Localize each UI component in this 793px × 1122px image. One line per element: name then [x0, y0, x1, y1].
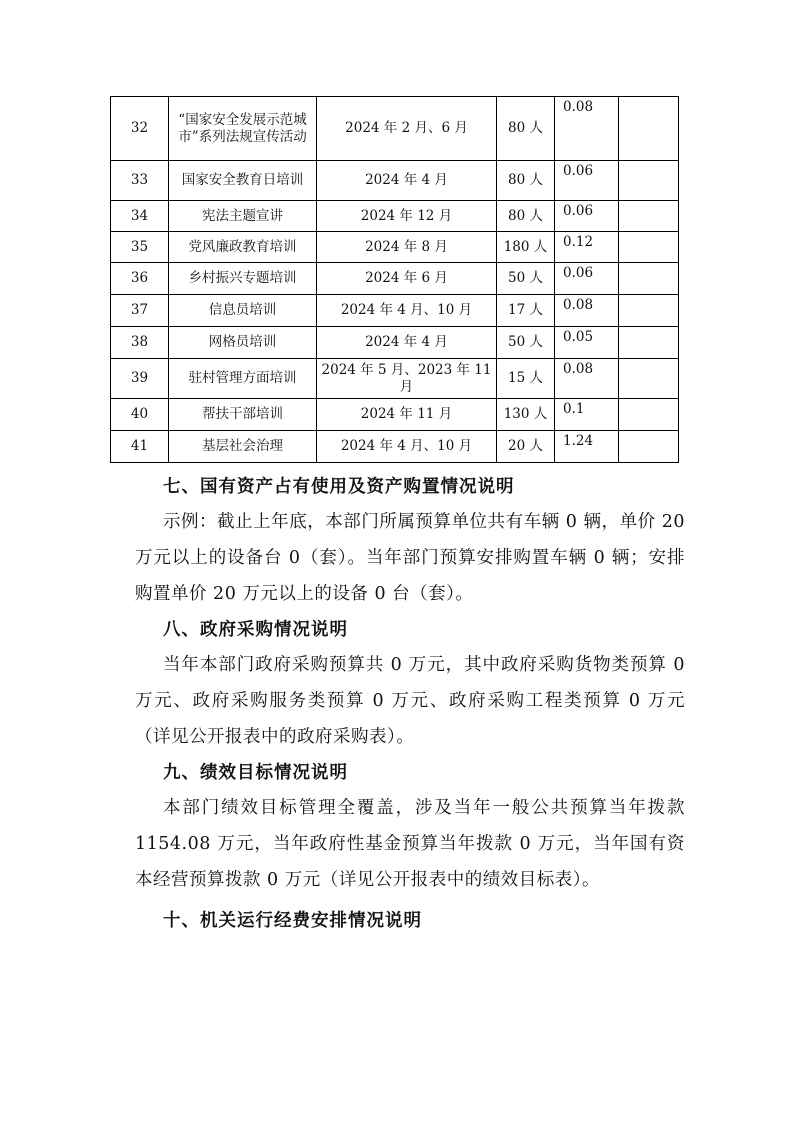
table-row	[111, 359, 679, 399]
cell-amount: 0.08	[555, 97, 619, 161]
cell-name: 党风廉政教育培训	[169, 232, 317, 263]
section-9-heading: 九、绩效目标情况说明	[163, 763, 348, 783]
cell-amount: 0.08	[555, 359, 619, 399]
cell-note	[619, 161, 679, 201]
cell-name: 网格员培训	[169, 327, 317, 359]
section-8-paragraph: 当年本部门政府采购预算共 0 万元，其中政府采购货物类预算 0 万元、政府采购服务类预算 0 万元、政府采购工程类预算 0 万元（详见公开报表中的政府采购表）。	[135, 655, 685, 747]
section-7-heading: 七、国有资产占有使用及资产购置情况说明	[163, 477, 515, 497]
cell-no: 34	[111, 201, 169, 232]
cell-name: 国家安全教育日培训	[169, 161, 317, 201]
cell-note	[619, 431, 679, 463]
cell-no: 35	[111, 232, 169, 263]
cell-people: 180 人	[497, 232, 555, 263]
cell-amount: 1.24	[555, 431, 619, 463]
table-row	[111, 295, 679, 327]
cell-no: 40	[111, 399, 169, 431]
cell-amount: 0.1	[555, 399, 619, 431]
table-row	[111, 399, 679, 431]
cell-name: 帮扶干部培训	[169, 399, 317, 431]
cell-date: 2024 年 12 月	[317, 201, 497, 232]
cell-amount: 0.08	[555, 295, 619, 327]
cell-amount: 0.06	[555, 161, 619, 201]
cell-note	[619, 232, 679, 263]
cell-people: 15 人	[497, 359, 555, 399]
training-table	[110, 96, 679, 463]
table-row	[111, 97, 679, 161]
cell-amount: 0.12	[555, 232, 619, 263]
table-row	[111, 161, 679, 201]
cell-people: 80 人	[497, 97, 555, 161]
cell-amount: 0.05	[555, 327, 619, 359]
document-body	[135, 470, 685, 938]
cell-name: “国家安全发展示范城市”系列法规宣传活动	[169, 97, 317, 161]
table-row	[111, 232, 679, 263]
cell-name: 宪法主题宣讲	[169, 201, 317, 232]
cell-date: 2024 年 4 月	[317, 161, 497, 201]
cell-people: 80 人	[497, 201, 555, 232]
cell-note	[619, 97, 679, 161]
cell-date: 2024 年 6 月	[317, 263, 497, 295]
cell-date: 2024 年 2 月、6 月	[317, 97, 497, 161]
section-7-paragraph: 示例：截止上年底，本部门所属预算单位共有车辆 0 辆，单价 20 万元以上的设备台 0（套）。当年部门预算安排购置车辆 0 辆；安排购置单价 20 万元以上的设备 0 台（套）。	[135, 512, 685, 604]
cell-no: 39	[111, 359, 169, 399]
cell-date: 2024 年 8 月	[317, 232, 497, 263]
cell-note	[619, 201, 679, 232]
cell-note	[619, 263, 679, 295]
table-row	[111, 327, 679, 359]
cell-note	[619, 399, 679, 431]
cell-people: 130 人	[497, 399, 555, 431]
cell-people: 80 人	[497, 161, 555, 201]
cell-amount: 0.06	[555, 201, 619, 232]
section-9-paragraph: 本部门绩效目标管理全覆盖，涉及当年一般公共预算当年拨款 1154.08 万元，当年政府性基金预算当年拨款 0 万元，当年国有资本经营预算拨款 0 万元（详见公开报表中的绩效目标表）。	[135, 798, 685, 890]
cell-people: 20 人	[497, 431, 555, 463]
cell-note	[619, 295, 679, 327]
cell-name: 基层社会治理	[169, 431, 317, 463]
cell-name: 信息员培训	[169, 295, 317, 327]
cell-note	[619, 327, 679, 359]
table-row	[111, 263, 679, 295]
training-table-body	[111, 97, 679, 463]
cell-date: 2024 年 4 月、10 月	[317, 431, 497, 463]
cell-people: 50 人	[497, 263, 555, 295]
cell-no: 38	[111, 327, 169, 359]
cell-note	[619, 359, 679, 399]
section-8-heading: 八、政府采购情况说明	[163, 620, 348, 640]
cell-no: 41	[111, 431, 169, 463]
cell-no: 36	[111, 263, 169, 295]
section-10-heading: 十、机关运行经费安排情况说明	[163, 911, 422, 931]
cell-name: 驻村管理方面培训	[169, 359, 317, 399]
cell-no: 32	[111, 97, 169, 161]
table-row	[111, 431, 679, 463]
cell-amount: 0.06	[555, 263, 619, 295]
cell-people: 50 人	[497, 327, 555, 359]
cell-date: 2024 年 11 月	[317, 399, 497, 431]
cell-date: 2024 年 4 月	[317, 327, 497, 359]
cell-date: 2024 年 5 月、2023 年 11 月	[317, 359, 497, 399]
table-row	[111, 201, 679, 232]
cell-people: 17 人	[497, 295, 555, 327]
cell-name: 乡村振兴专题培训	[169, 263, 317, 295]
cell-no: 37	[111, 295, 169, 327]
cell-no: 33	[111, 161, 169, 201]
cell-date: 2024 年 4 月、10 月	[317, 295, 497, 327]
